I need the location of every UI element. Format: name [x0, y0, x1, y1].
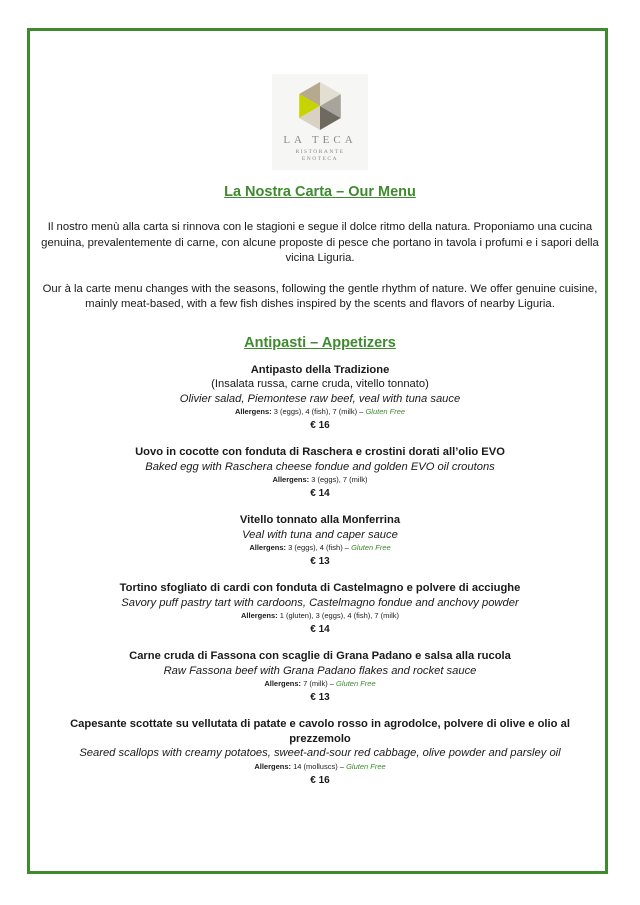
item-english: Baked egg with Raschera cheese fondue and golden EVO oil croutons	[145, 460, 495, 473]
allergens-list: 7 (milk) –	[303, 679, 334, 688]
item-name: Uovo in cocotte con fonduta di Raschera e crostini dorati all’olio EVO	[135, 446, 505, 458]
intro-english: Our à la carte menu changes with the seasons, following the gentle rhythm of nature. We offer genuine cuisine, mainly meat-based, with a few fish dishes inspired by the scents and flavors of nearby Liguria.	[42, 282, 598, 310]
allergens-list: 1 (gluten), 3 (eggs), 4 (fish), 7 (milk)	[279, 611, 399, 620]
allergens-label: Allergens:	[272, 475, 310, 484]
menu-item	[40, 649, 600, 705]
hexagon-cube-icon	[298, 82, 342, 130]
gluten-free-tag: Gluten Free	[336, 679, 376, 688]
menu-item	[40, 717, 600, 788]
menu-content	[40, 184, 600, 800]
allergens-list: 14 (molluscs) –	[293, 761, 344, 771]
menu-item	[40, 445, 600, 501]
allergens-label: Allergens:	[254, 761, 292, 771]
item-english: Olivier salad, Piemontese raw beef, veal with tuna sauce	[179, 392, 461, 405]
menu-item	[40, 363, 600, 434]
allergens-list: 3 (eggs), 4 (fish), 7 (milk) –	[273, 407, 364, 416]
item-english: Seared scallops with creamy potatoes, sweet-and-sour red cabbage, olive powder and parsley oil	[79, 747, 561, 759]
gluten-free-tag: Gluten Free	[346, 761, 386, 771]
item-english: Veal with tuna and caper sauce	[242, 528, 398, 541]
intro-italian: Il nostro menù alla carta si rinnova con le stagioni e segue il dolce ritmo della natura. Proponiamo una cucina genuina, prevalentemente di carne, con alcune proposte di pesce che portano in tavola i profumi e i sapori della vicina Liguria.	[41, 221, 599, 264]
item-name: Vitello tonnato alla Monferrina	[239, 514, 401, 526]
restaurant-logo	[272, 74, 368, 170]
item-price: € 13	[310, 692, 330, 703]
item-price: € 16	[310, 420, 330, 431]
item-english: Savory puff pastry tart with cardoons, Castelmagno fondue and anchovy powder	[121, 596, 519, 609]
allergens-list: 3 (eggs), 4 (fish) –	[288, 543, 349, 552]
item-allergens	[40, 761, 600, 772]
allergens-label: Allergens:	[241, 611, 278, 620]
item-name: Carne cruda di Fassona con scaglie di Grana Padano e salsa alla rucola	[129, 650, 511, 662]
logo-subtitle-2: ENOTECA	[301, 156, 339, 162]
gluten-free-tag: Gluten Free	[351, 543, 391, 552]
item-name: Capesante scottate su vellutata di patate e cavolo rosso in agrodolce, polvere di olive e olio al prezzemolo	[70, 718, 570, 745]
allergens-label: Allergens:	[264, 679, 302, 688]
section-title: Antipasti – Appetizers	[244, 334, 396, 351]
item-price: € 16	[310, 774, 330, 786]
item-allergens	[40, 678, 600, 689]
item-name: Tortino sfogliato di cardi con fonduta di Castelmagno e polvere di acciughe	[119, 582, 521, 594]
item-subtitle: (Insalata russa, carne cruda, vitello tonnato)	[211, 378, 429, 390]
menu-title: La Nostra Carta – Our Menu	[224, 184, 416, 200]
gluten-free-tag: Gluten Free	[365, 407, 406, 416]
item-english: Raw Fassona beef with Grana Padano flakes and rocket sauce	[163, 664, 477, 677]
menu-item	[40, 581, 600, 637]
item-price: € 14	[310, 624, 330, 635]
logo-subtitle-1: RISTORANTE	[295, 149, 345, 155]
allergens-label: Allergens:	[234, 407, 272, 416]
item-price: € 14	[310, 488, 330, 499]
item-allergens	[40, 406, 600, 417]
item-price: € 13	[310, 556, 330, 567]
item-name: Antipasto della Tradizione	[250, 363, 390, 376]
item-allergens	[40, 474, 600, 485]
menu-item	[40, 513, 600, 569]
item-allergens	[40, 610, 600, 621]
item-allergens	[40, 542, 600, 553]
logo-name: LA TECA	[283, 134, 357, 146]
allergens-list: 3 (eggs), 7 (milk)	[311, 475, 368, 484]
allergens-label: Allergens:	[249, 543, 287, 552]
